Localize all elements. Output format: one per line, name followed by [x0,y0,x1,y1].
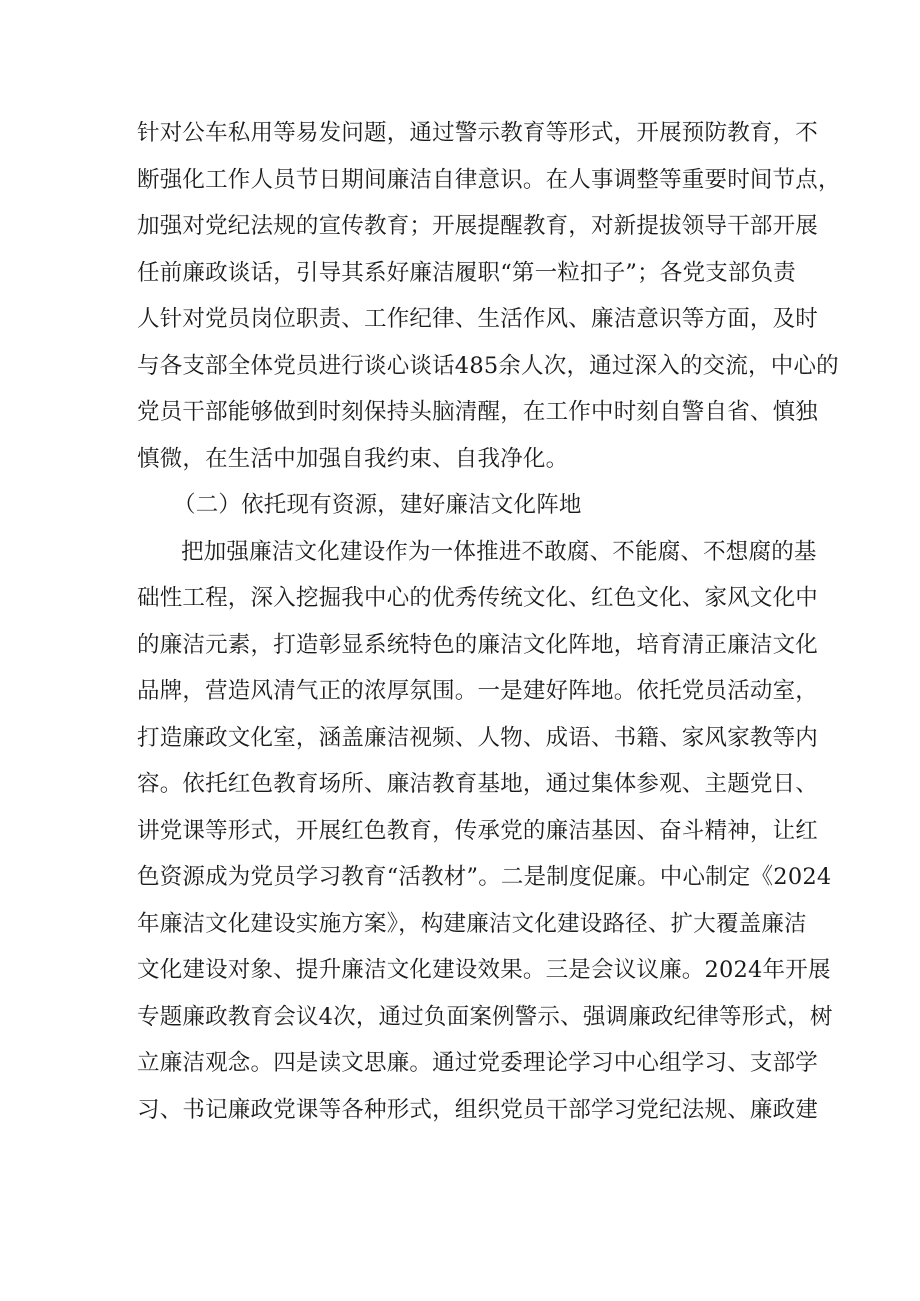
paragraph-line: 任前廉政谈话，引导其系好廉洁履职“第一粒扣子”；各党支部负责 [137,259,797,286]
paragraph-line: 容。依托红色教育场所、廉洁教育基地，通过集体参观、主题党日、 [137,771,819,797]
paragraph-line: 加强对党纪法规的宣传教育；开展提醒教育，对新提拔领导干部开展 [137,213,819,239]
body-text [137,110,841,1133]
paragraph-line: 础性工程，深入挖掘我中心的优秀传统文化、红色文化、家风文化中 [137,585,819,611]
paragraph-line: 把加强廉洁文化建设作为一体推进不敢腐、不能腐、不想腐的基 [181,538,817,565]
paragraph-line: 文化建设对象、提升廉洁文化建设效果。三是会议议廉。2024年开展 [137,957,831,983]
paragraph-line: 品牌，营造风清气正的浓厚氛围。一是建好阵地。依托党员活动室， [137,678,819,704]
paragraph-line: 的廉洁元素，打造彰显系统特色的廉洁文化阵地，培育清正廉洁文化 [137,631,819,658]
paragraph-line: 专题廉政教育会议4次，通过负面案例警示、强调廉政纪律等形式，树 [137,1003,833,1030]
section-heading: （二）依托现有资源，建好廉洁文化阵地 [173,492,582,518]
paragraph-line: 立廉洁观念。四是读文思廉。通过党委理论学习中心组学习、支部学 [137,1050,819,1076]
paragraph-line: 人针对党员岗位职责、工作纪律、生活作风、廉洁意识等方面，及时 [137,306,819,332]
paragraph-line: 色资源成为党员学习教育“活教材”。二是制度促廉。中心制定《2024 [137,864,832,890]
paragraph-line: 针对公车私用等易发问题，通过警示教育等形式，开展预防教育，不 [137,120,819,146]
paragraph-line: 断强化工作人员节日期间廉洁自律意识。在人事调整等重要时间节点， [137,166,841,193]
paragraph-line: 慎微，在生活中加强自我约束、自我净化。 [137,445,569,472]
paragraph-line: 与各支部全体党员进行谈心谈话485余人次，通过深入的交流，中心的 [137,352,839,379]
paragraph-line: 年廉洁文化建设实施方案》，构建廉洁文化建设路径、扩大覆盖廉洁 [137,910,807,937]
paragraph-line: 习、书记廉政党课等各种形式，组织党员干部学习党纪法规、廉政建 [137,1096,819,1123]
paragraph-line: 党员干部能够做到时刻保持头脑清醒，在工作中时刻自警自省、慎独 [137,399,819,425]
paragraph-line: 讲党课等形式，开展红色教育，传承党的廉洁基因、奋斗精神，让红 [137,817,819,844]
paragraph-line: 打造廉政文化室，涵盖廉洁视频、人物、成语、书籍、家风家教等内 [137,724,819,751]
